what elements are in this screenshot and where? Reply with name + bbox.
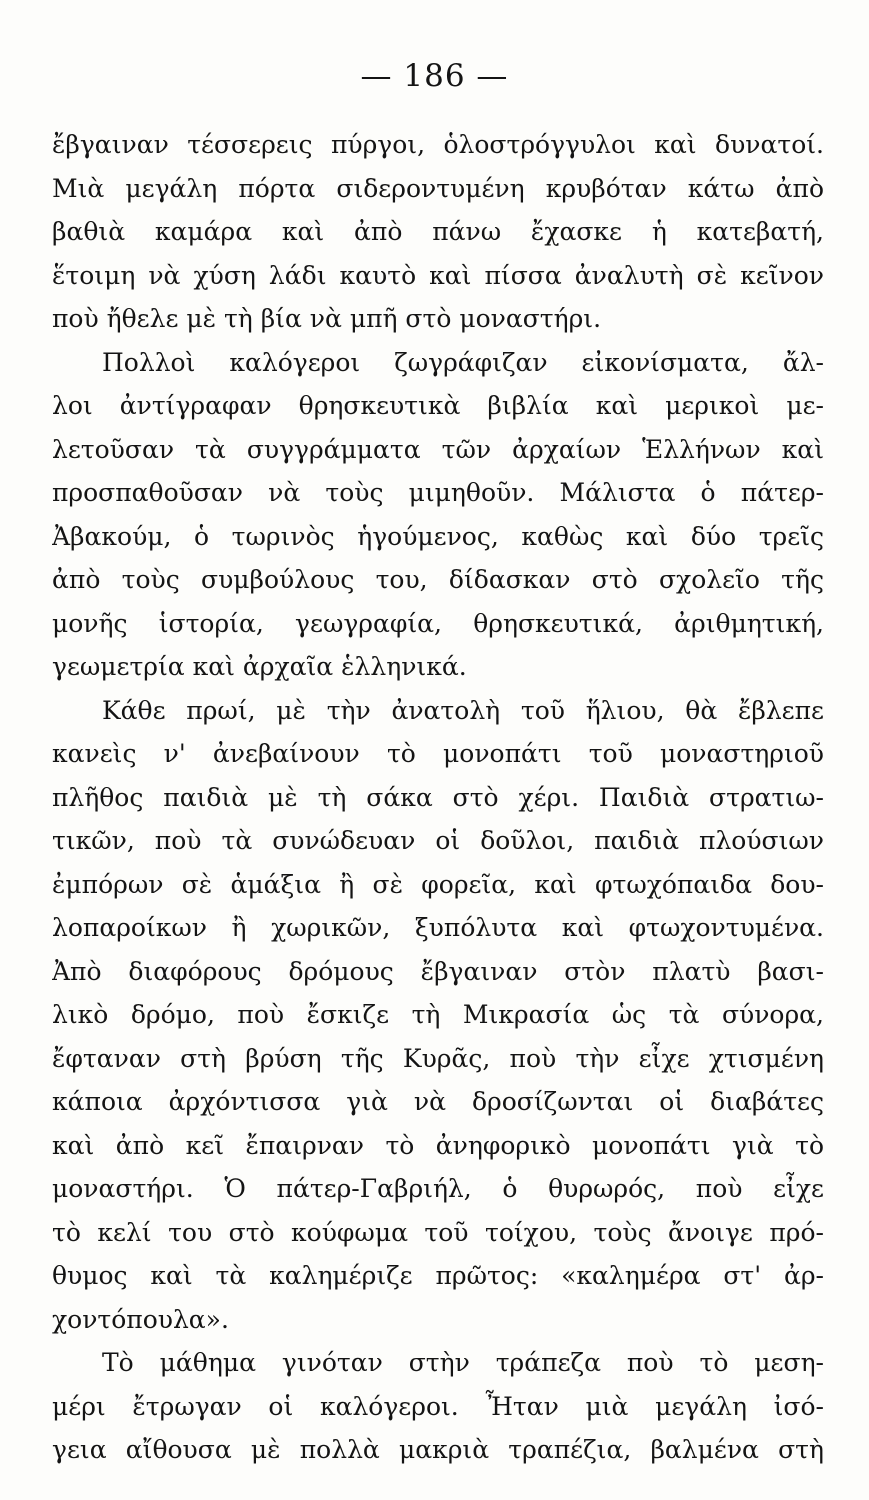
text-line: λοι ἀντίγραφαν θρησκευτικὰ βιβλία καὶ μερικοὶ με- bbox=[52, 391, 824, 420]
text-line: μέρι ἔτρωγαν οἱ καλόγεροι. Ἦταν μιὰ μεγάλη ἰσό- bbox=[52, 1391, 824, 1421]
text-line: μονῆς ἱστορία, γεωγραφία, θρησκευτικά, ἀριθμητική, bbox=[52, 608, 824, 638]
text-line: ἔβγαιναν τέσσερεις πύργοι, ὁλοστρόγγυλοι καὶ δυνατοί. bbox=[52, 130, 824, 159]
text-line: ἀπὸ τοὺς συμβούλους του, δίδασκαν στὸ σχολεῖο τῆς bbox=[52, 565, 824, 594]
text-line: Ἀβακούμ, ὁ τωρινὸς ἡγούμενος, καθὼς καὶ δύο τρεῖς bbox=[52, 521, 824, 551]
body-text bbox=[52, 123, 824, 1472]
text-line: κανεὶς ν' ἀνεβαίνουν τὸ μονοπάτι τοῦ μοναστηριοῦ bbox=[52, 739, 824, 768]
text-line: Μιὰ μεγάλη πόρτα σιδεροντυμένη κρυβόταν κάτω ἀπὸ bbox=[52, 173, 824, 203]
text-line: ἔφταναν στὴ βρύση τῆς Κυρᾶς, ποὺ τὴν εἶχε χτισμένη bbox=[52, 1043, 824, 1073]
text-line: προσπαθοῦσαν νὰ τοὺς μιμηθοῦν. Μάλιστα ὁ πάτερ- bbox=[52, 478, 824, 507]
text-line: γεια αἴθουσα μὲ πολλὰ μακριὰ τραπέζια, βαλμένα στὴ bbox=[52, 1435, 824, 1464]
paragraph-start-line: Τὸ μάθημα γινόταν στὴν τράπεζα ποὺ τὸ μεση- bbox=[102, 1348, 824, 1377]
text-line: καὶ ἀπὸ κεῖ ἔπαιρναν τὸ ἀνηφορικὸ μονοπάτι γιὰ τὸ bbox=[52, 1130, 824, 1160]
text-line: πλῆθος παιδιὰ μὲ τὴ σάκα στὸ χέρι. Παιδιὰ στρατιω- bbox=[52, 782, 824, 812]
text-line: ἕτοιμη νὰ χύση λάδι καυτὸ καὶ πίσσα ἀναλυτὴ σὲ κεῖνον bbox=[52, 260, 824, 290]
text-line: γεωμετρία καὶ ἀρχαῖα ἑλληνικά. bbox=[52, 652, 467, 681]
paragraph-start-line: Πολλοὶ καλόγεροι ζωγράφιζαν εἰκονίσματα, ἄλ- bbox=[102, 347, 824, 377]
text-line: τὸ κελί του στὸ κούφωμα τοῦ τοίχου, τοὺς ἄνοιγε πρό- bbox=[52, 1217, 824, 1247]
text-line: βαθιὰ καμάρα καὶ ἀπὸ πάνω ἔχασκε ἡ κατεβατή, bbox=[52, 217, 824, 246]
text-line: λικὸ δρόμο, ποὺ ἔσκιζε τὴ Μικρασία ὡς τὰ σύνορα, bbox=[52, 1000, 824, 1029]
text-line: λοπαροίκων ἢ χωρικῶν, ξυπόλυτα καὶ φτωχοντυμένα. bbox=[52, 913, 824, 942]
text-line: τικῶν, ποὺ τὰ συνώδευαν οἱ δοῦλοι, παιδιὰ πλούσιων bbox=[52, 826, 824, 855]
text-line: μοναστήρι. Ὁ πάτερ-Γαβριήλ, ὁ θυρωρός, ποὺ εἶχε bbox=[52, 1174, 824, 1203]
text-line: ποὺ ἤθελε μὲ τὴ βία νὰ μπῆ στὸ μοναστήρι. bbox=[52, 304, 602, 333]
text-line: θυμος καὶ τὰ καλημέριζε πρῶτος: «καλημέρα στ' ἀρ- bbox=[52, 1261, 824, 1290]
text-line: λετοῦσαν τὰ συγγράμματα τῶν ἀρχαίων Ἑλλήνων καὶ bbox=[52, 434, 824, 464]
text-line: χοντόπουλα». bbox=[52, 1304, 229, 1334]
text-line: κάποια ἀρχόντισσα γιὰ νὰ δροσίζωνται οἱ διαβάτες bbox=[52, 1087, 824, 1116]
text-line: ἐμπόρων σὲ ἁμάξια ἢ σὲ φορεῖα, καὶ φτωχόπαιδα δου- bbox=[52, 869, 824, 899]
paragraph-start-line: Κάθε πρωί, μὲ τὴν ἀνατολὴ τοῦ ἥλιου, θὰ ἔβλεπε bbox=[102, 695, 824, 725]
page-number: — 186 — bbox=[360, 58, 509, 94]
text-line: Ἀπὸ διαφόρους δρόμους ἔβγαιναν στὸν πλατὺ βασι- bbox=[52, 956, 824, 986]
